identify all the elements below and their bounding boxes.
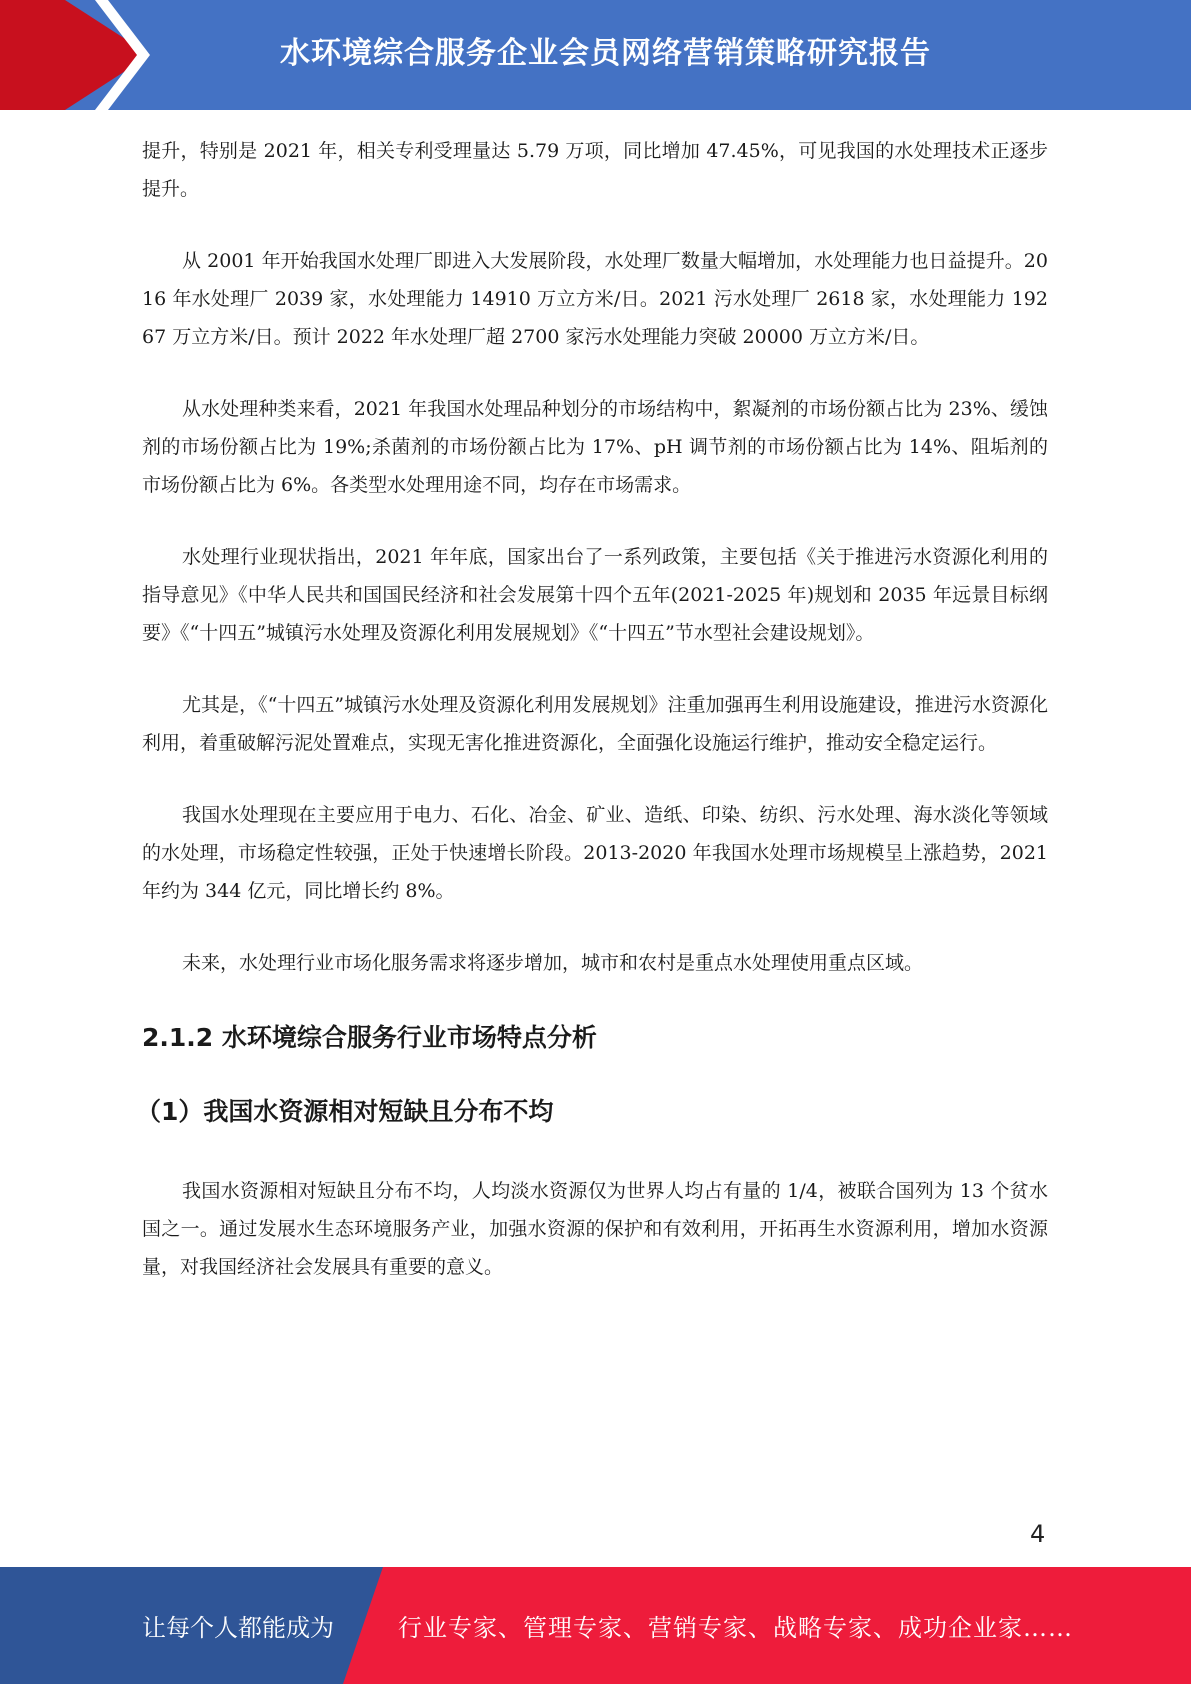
- section-heading: 2.1.2 水环境综合服务行业市场特点分析: [142, 1023, 597, 1052]
- footer-slogan-right: 行业专家、管理专家、营销专家、战略专家、成功企业家……: [398, 1614, 1073, 1642]
- paragraph-future: 未来，水处理行业市场化服务需求将逐步增加，城市和农村是重点水处理使用重点区域。: [182, 952, 924, 974]
- paragraph-policies: 水处理行业现状指出，2021 年年底，国家出台了一系列政策，主要包括《关于推进污水资源化利用的指导意见》《中华人民共和国国民经济和社会发展第十四个五年(2021-2025 年)规划和 2035 年远景目标纲要》《“十四五”城镇污水处理及资源化利用发展规划》《“十四五”节水型社会建设规划》。: [142, 546, 1048, 644]
- report-title: 水环境综合服务企业会员网络营销策略研究报告: [280, 36, 931, 71]
- paragraph-plan-focus: 尤其是，《“十四五”城镇污水处理及资源化利用发展规划》注重加强再生利用设施建设，推进污水资源化利用，着重破解污泥处置难点，实现无害化推进资源化，全面强化设施运行维护，推动安全稳定运行。: [142, 694, 1048, 754]
- page-body: [136, 132, 1048, 1320]
- footer-slogan-left: 让每个人都能成为: [142, 1614, 334, 1642]
- subsection-heading: （1）我国水资源相对短缺且分布不均: [136, 1097, 554, 1126]
- paragraph-continued: 提升，特别是 2021 年，相关专利受理量达 5.79 万项，同比增加 47.45%，可见我国的水处理技术正逐步提升。: [142, 140, 1048, 200]
- paragraph-water-shortage: 我国水资源相对短缺且分布不均，人均淡水资源仅为世界人均占有量的 1/4，被联合国列为 13 个贫水国之一。通过发展水生态环境服务产业，加强水资源的保护和有效利用，开拓再生水资源利用，增加水资源量，对我国经济社会发展具有重要的意义。: [142, 1180, 1048, 1278]
- paragraph-applications: 我国水处理现在主要应用于电力、石化、冶金、矿业、造纸、印染、纺织、污水处理、海水淡化等领域的水处理，市场稳定性较强，正处于快速增长阶段。2013-2020 年我国水处理市场规模呈上涨趋势，2021 年约为 344 亿元，同比增长约 8%。: [142, 804, 1048, 902]
- page-number: 4: [1030, 1520, 1046, 1548]
- page-footer: [0, 1567, 1191, 1684]
- page-header: [0, 0, 1191, 110]
- paragraph-plant-capacity: 从 2001 年开始我国水处理厂即进入大发展阶段，水处理厂数量大幅增加，水处理能力也日益提升。2016 年水处理厂 2039 家，水处理能力 14910 万立方米/日。2021 污水处理厂 2618 家，水处理能力 19267 万立方米/日。预计 2022 年水处理厂超 2700 家污水处理能力突破 20000 万立方米/日。: [142, 250, 1048, 348]
- paragraph-market-structure: 从水处理种类来看，2021 年我国水处理品种划分的市场结构中，絮凝剂的市场份额占比为 23%、缓蚀剂的市场份额占比为 19%;杀菌剂的市场份额占比为 17%、pH 调节剂的市场份额占比为 14%、阻垢剂的市场份额占比为 6%。各类型水处理用途不同，均存在市场需求。: [142, 398, 1048, 496]
